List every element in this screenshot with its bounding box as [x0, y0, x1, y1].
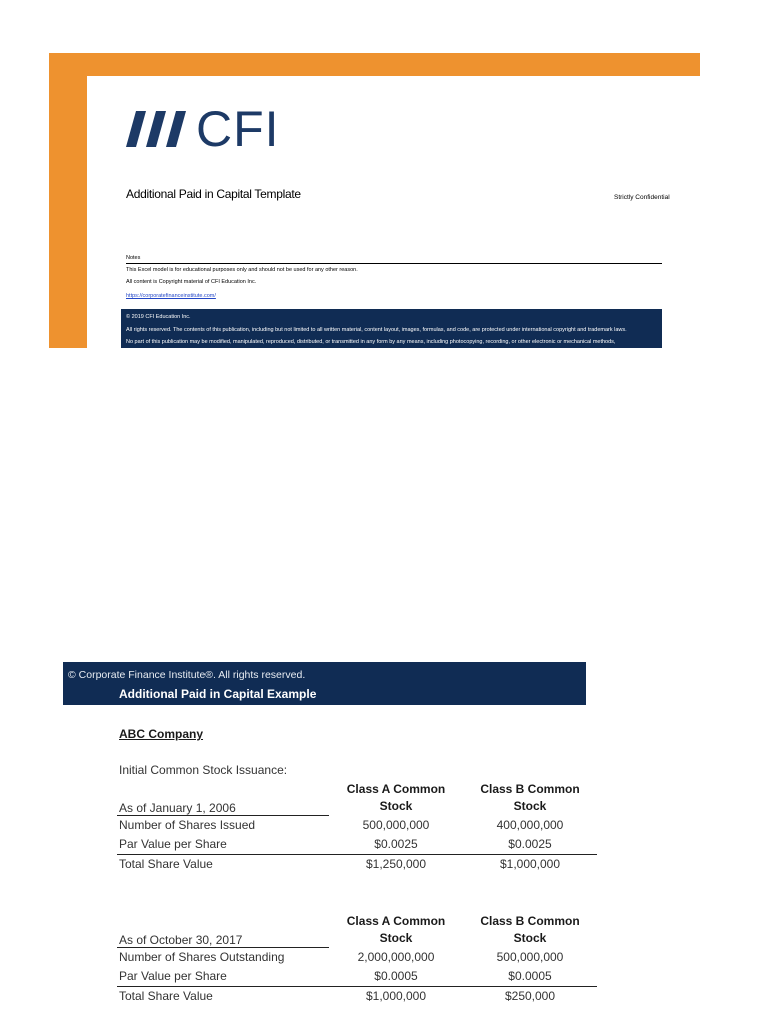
col-class-a-header — [329, 913, 463, 947]
legal-banner — [121, 309, 662, 348]
col-class-b-line2: Stock — [513, 931, 547, 945]
class-b-value: 400,000,000 — [496, 817, 564, 832]
cover-orange-bar-left — [49, 53, 87, 348]
example-copyright: © Corporate Finance Institute®. All rights reserved. — [68, 669, 306, 681]
table-header-row — [117, 913, 597, 947]
issuance-label: Initial Common Stock Issuance: — [119, 763, 288, 777]
class-a-value: $1,250,000 — [329, 854, 463, 874]
class-b-value: $250,000 — [463, 986, 597, 1006]
class-b-value: $1,000,000 — [463, 854, 597, 874]
as-of-date: As of October 30, 2017 — [117, 913, 329, 947]
cfi-website-link[interactable]: https://corporatefinanceinstitute.com/ — [126, 293, 216, 299]
row-label: Par Value per Share — [119, 837, 227, 851]
row-label: Number of Shares Outstanding — [119, 950, 285, 964]
col-class-b-header — [463, 781, 597, 815]
col-class-b-header — [463, 913, 597, 947]
example-header-banner — [63, 662, 586, 705]
table-row — [117, 947, 597, 967]
col-class-b-line1: Class B Common — [480, 782, 580, 796]
as-of-date: As of January 1, 2006 — [117, 781, 329, 815]
table-row — [117, 815, 597, 835]
table-row — [117, 967, 597, 987]
table-row — [117, 835, 597, 855]
notes-divider — [126, 263, 662, 264]
table-header-row — [117, 781, 597, 815]
example-title: Additional Paid in Capital Example — [119, 687, 317, 701]
cfi-logo-stripes-icon — [126, 109, 188, 149]
class-b-value: $0.0025 — [508, 837, 552, 851]
cfi-logo — [126, 101, 280, 157]
banner-rights: All rights reserved. The contents of this publication, including but not limited to all written material, content layout, images, formulas, and code, are protected under international copyright and trademark laws. — [126, 327, 627, 333]
company-name: ABC Company — [119, 727, 204, 741]
row-label: Total Share Value — [117, 854, 329, 874]
banner-no-part: No part of this publication may be modified, manipulated, reproduced, distributed, or transmitted in any form by any means, including photocopying, recording, or other electronic or mechanical methods, — [126, 339, 616, 345]
banner-copyright: © 2019 CFI Education Inc. — [126, 314, 191, 320]
class-a-value: 2,000,000,000 — [357, 949, 435, 964]
class-a-value: 500,000,000 — [362, 817, 430, 832]
col-class-a-header — [329, 781, 463, 815]
col-class-a-line1: Class A Common — [346, 782, 446, 796]
col-class-a-line2: Stock — [379, 799, 413, 813]
logo-wordmark: CFI — [196, 101, 280, 157]
col-class-b-line1: Class B Common — [480, 914, 580, 928]
confidential-label: Strictly Confidential — [614, 194, 670, 201]
template-title: Additional Paid in Capital Template — [126, 187, 301, 201]
class-a-value: $1,000,000 — [329, 986, 463, 1006]
row-label: Number of Shares Issued — [119, 818, 256, 832]
stock-table-2017 — [117, 913, 597, 1006]
col-class-a-line2: Stock — [379, 931, 413, 945]
class-a-value: $0.0005 — [374, 969, 418, 983]
note-educational: This Excel model is for educational purposes only and should not be used for any other reason. — [126, 267, 358, 273]
notes-heading: Notes — [126, 255, 141, 261]
row-label: Total Share Value — [117, 986, 329, 1006]
row-label: Par Value per Share — [119, 969, 227, 983]
table-total-row — [117, 854, 597, 874]
cover-orange-bar-top — [49, 53, 700, 76]
note-copyright: All content is Copyright material of CFI Education Inc. — [126, 279, 257, 285]
class-b-value: $0.0005 — [508, 969, 552, 983]
table-total-row — [117, 986, 597, 1006]
class-a-value: $0.0025 — [374, 837, 418, 851]
stock-table-2006 — [117, 781, 597, 874]
class-b-value: 500,000,000 — [496, 949, 564, 964]
col-class-a-line1: Class A Common — [346, 914, 446, 928]
col-class-b-line2: Stock — [513, 799, 547, 813]
